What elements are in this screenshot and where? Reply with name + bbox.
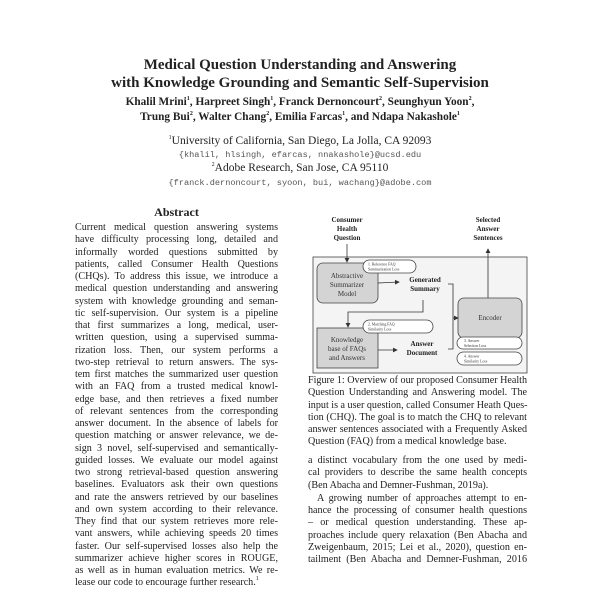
line-text: answer document. In the absence of labels for — [75, 418, 278, 429]
text-line — [75, 222, 278, 234]
knowledge-label: base of FAQs — [328, 345, 366, 353]
title-line: with Knowledge Grounding and Semantic Self-Supervision — [111, 75, 489, 91]
text-line — [75, 443, 278, 455]
author-name: Franck Dernoncourt — [278, 96, 379, 108]
line-text: tem first matches the summarized user question — [75, 369, 278, 380]
author-name: Trung Bui — [140, 111, 190, 123]
text-line — [75, 259, 278, 271]
text-line — [75, 479, 278, 491]
text-line — [75, 528, 278, 540]
affiliation-2 — [0, 162, 600, 174]
abstract-heading: Abstract — [154, 205, 199, 219]
line-text: that first summarizes a long, medical, user- — [75, 320, 278, 331]
author-name: Harpreet Singh — [195, 96, 271, 108]
text-line — [308, 387, 527, 399]
line-text: rization loss. Then, our system performs a — [75, 344, 278, 356]
text-line — [75, 296, 278, 308]
footnote-marker: 1 — [255, 576, 259, 583]
text-line — [308, 505, 527, 517]
line-text: (CHQs). To address this issue, we introduce a — [75, 271, 278, 282]
abstract-body — [75, 222, 278, 590]
text-line — [308, 542, 527, 554]
text-line — [75, 565, 278, 577]
line-text: question matching or answer relevance, we de- — [75, 430, 278, 442]
line-text: guided losses. We evaluate our model against — [75, 454, 278, 466]
loss-1-label: Summarization Loss — [368, 267, 400, 272]
line-text: lease our code to encourage further research. — [75, 577, 256, 589]
text-line — [308, 412, 527, 424]
author-name: Walter Chang — [198, 111, 267, 123]
line-text: summarizer achieve higher scores in ROUGE, — [75, 552, 278, 564]
line-text: vant answers, while achieving speeds 20 times — [75, 528, 278, 540]
line-text: medical question understanding and answering — [75, 283, 278, 295]
text-line — [75, 283, 278, 295]
line-text: faster. Our self-supervised losses also help the — [75, 540, 278, 552]
text-line — [75, 541, 278, 553]
line-text: hance the processing of consumer health questions — [308, 505, 527, 516]
text-line — [308, 554, 527, 566]
loss-3-label: 3. Answer — [464, 339, 480, 343]
line-text: tic self-supervision. Our system is a pipeline — [75, 307, 278, 319]
text-line — [308, 455, 527, 467]
answer-document-label: Answer — [410, 340, 434, 348]
text-line — [75, 455, 278, 467]
affiliation-1 — [0, 135, 600, 147]
line-text: baselines. Evaluators ask their own questions — [75, 479, 278, 491]
figure-1 — [300, 205, 530, 375]
text-line — [75, 492, 278, 504]
text-line — [75, 418, 278, 430]
text-line — [75, 345, 278, 357]
loss-4-label: 4. Answer — [464, 354, 480, 359]
summarizer-label: Abstractive — [330, 272, 364, 280]
pipeline-diagram — [300, 205, 530, 375]
text-line — [75, 406, 278, 418]
line-text: Zweigenbaum, 2015; Lei et al., 2020), question en- — [308, 541, 527, 553]
author-affiliation-marker: 2 — [468, 96, 472, 102]
line-text: Question Understanding and Answering model. The — [308, 387, 527, 399]
author-affiliation-marker: 1 — [186, 96, 190, 102]
generated-summary-label: Generated — [409, 276, 441, 284]
author-list — [0, 96, 600, 123]
line-text: cal providers to describe the same health concepts — [308, 467, 527, 479]
text-line — [75, 467, 278, 479]
line-text: tion (CHQ). The goal is to match the CHQ to relevant — [308, 411, 527, 423]
line-text: proaches include query relaxation (Ben Abacha and — [308, 529, 527, 541]
text-line — [75, 332, 278, 344]
author-affiliation-marker: 1 — [456, 111, 460, 117]
author-affiliation-marker: 2 — [266, 111, 270, 117]
line-text: Figure 1: Overview of our proposed Consumer Health — [308, 375, 527, 386]
line-text: input is a user question, called Consumer Heath Ques- — [308, 399, 528, 411]
line-text: and own system according to their relevance. — [75, 503, 278, 515]
generated-summary-label: Summary — [410, 285, 440, 293]
text-line — [308, 375, 527, 387]
authors-line: Khalil Mrini$^1$, Harpreet Singh$^1$, Franck Dernoncourt$^2$, Seunghyun Yoon$^2$, — [125, 96, 475, 108]
affiliation-2-emails: {franck.dernoncourt, syoon, bui, wachang}@adobe.com — [168, 178, 432, 188]
author-name: Seunghyun Yoon — [387, 96, 469, 108]
loss-4-label: Similarity Loss — [464, 359, 488, 364]
line-text: informally worded questions submitted by — [75, 246, 278, 258]
text-line — [75, 553, 278, 565]
intro-body — [308, 455, 527, 566]
line-text: answer sentences associated with a Frequently Asked — [308, 424, 527, 435]
line-text: a distinct vocabulary from the one used by medi- — [308, 455, 527, 466]
line-text: of relevant sentences from the corresponding — [75, 405, 278, 417]
author-affiliation-marker: 2 — [189, 111, 193, 117]
text-line — [75, 394, 278, 406]
title-line: Medical Question Understanding and Answering — [143, 57, 457, 73]
text-line — [308, 517, 527, 529]
affiliation-text: Adobe Research, San Jose, CA 95110 — [214, 162, 389, 174]
output-label: Answer — [476, 225, 500, 233]
line-text: written question, using a supervised summa- — [75, 332, 278, 344]
text-line — [75, 247, 278, 259]
text-line — [75, 577, 278, 589]
line-text: two strong retrieval-based question answering — [75, 467, 278, 478]
author-affiliation-marker: 2 — [379, 96, 382, 102]
affiliation-1-emails: {khalil, hlsingh, efarcas, nnakashole}@ucsd.edu — [178, 150, 422, 160]
affiliations — [0, 135, 600, 188]
line-text: as well as in human evaluation metrics. We re- — [75, 565, 278, 576]
output-label: Selected — [475, 216, 501, 224]
loss-1-label: 1. Reference FAQ — [368, 262, 396, 267]
text-line — [75, 516, 278, 528]
text-line — [75, 381, 278, 393]
summarizer-label: Model — [337, 290, 357, 298]
line-text: Current medical question answering systems — [75, 222, 278, 233]
text-line — [308, 400, 527, 412]
line-text: They find that our system retrieves more rele- — [75, 516, 278, 527]
line-text: A growing number of approaches attempt to en- — [317, 492, 527, 504]
affiliation-marker: 1 — [168, 135, 172, 141]
line-text: Question (FAQ) from a medical knowledge base. — [308, 436, 507, 448]
line-text: sign 3 novel, self-supervised and semantically- — [75, 442, 278, 454]
author-name: and Ndapa Nakashole — [350, 111, 457, 123]
line-text: two-step retrieval to return answers. The sys- — [75, 356, 278, 368]
text-line — [308, 530, 527, 542]
text-line — [75, 430, 278, 442]
loss-2-label: Similarity Loss — [368, 327, 392, 332]
text-line — [75, 357, 278, 369]
input-label: Question — [333, 234, 361, 242]
text-line — [308, 467, 527, 479]
text-line — [308, 436, 527, 448]
text-line — [308, 493, 527, 505]
author-affiliation-marker: 1 — [342, 111, 346, 117]
line-text: patients, called Consumer Health Questions — [75, 258, 278, 270]
line-text: with an FAQ from a trusted medical knowl- — [75, 381, 278, 393]
text-line — [75, 271, 278, 283]
text-line — [75, 234, 278, 246]
knowledge-label: Knowledge — [330, 336, 364, 344]
input-label: Consumer — [331, 216, 363, 224]
authors-line: Trung Bui$^2$, Walter Chang$^2$, Emilia Farcas$^1$, and Ndapa Nakashole$^1$ — [140, 111, 460, 123]
line-text: (Ben Abacha and Demner-Fushman, 2019a). — [308, 479, 489, 491]
knowledge-label: and Answers — [329, 354, 365, 362]
text-line — [308, 480, 527, 492]
text-line — [75, 369, 278, 381]
line-text: edge base, and then retrieves a fixed number — [75, 393, 278, 405]
author-name: Khalil Mrini — [125, 96, 187, 108]
affiliation-text: University of California, San Diego, La Jolla, CA 92093 — [171, 135, 432, 147]
line-text: tailment (Ben Abacha and Demner-Fushman, 2016 — [308, 554, 527, 565]
encoder-label: Encoder — [478, 314, 502, 322]
line-text: and rate the answers retrieved by our baselines — [75, 491, 278, 503]
text-line — [75, 504, 278, 516]
answer-document-label: Document — [406, 349, 438, 357]
text-line — [308, 424, 527, 436]
paper-title — [0, 57, 600, 92]
line-text: – or medical question understanding. These ap- — [308, 517, 527, 529]
affiliation-marker: 2 — [211, 162, 215, 168]
output-label: Sentences — [473, 234, 503, 242]
author-name: Emilia Farcas — [274, 111, 343, 123]
loss-3-label: Selection Loss — [464, 344, 487, 348]
figure-caption — [308, 375, 527, 449]
line-text: have difficulty processing long, detailed and — [75, 234, 278, 246]
summarizer-label: Summarizer — [329, 281, 365, 289]
author-affiliation-marker: 1 — [270, 96, 274, 102]
input-label: Health — [336, 225, 358, 233]
text-line — [75, 320, 278, 332]
line-text: system with knowledge grounding and seman- — [75, 295, 278, 307]
text-line — [75, 308, 278, 320]
loss-2-label: 2. Matching FAQ — [368, 322, 395, 327]
